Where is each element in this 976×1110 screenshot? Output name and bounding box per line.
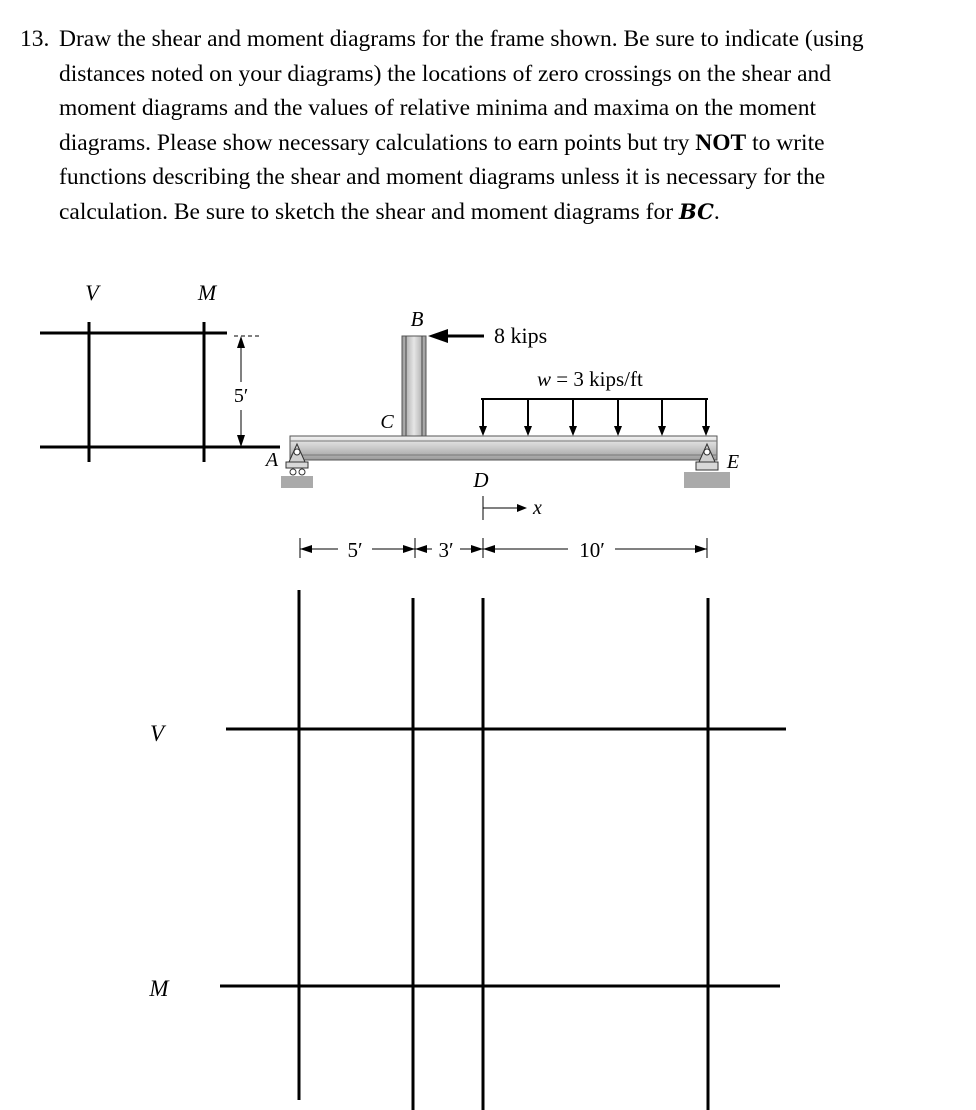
dim-cd-label: 3′ <box>438 538 454 562</box>
dim-height-label: 5′ <box>233 385 249 407</box>
distributed-load-label: w = 3 kips/ft <box>537 367 643 391</box>
point-b-label: B <box>410 307 424 331</box>
dim-de-label: 10′ <box>579 538 605 562</box>
large-axes <box>148 590 786 1110</box>
horizontal-dimensions <box>300 538 707 562</box>
small-v-label: V <box>85 280 99 305</box>
problem-line-6-period: . <box>713 198 720 225</box>
distributed-load-text: = 3 kips/ft <box>551 367 643 391</box>
distributed-load <box>479 367 710 436</box>
point-d <box>472 468 542 520</box>
problem-line-6-text: calculation. Be sure to sketch the shear and moment diagrams for <box>59 198 674 225</box>
dim-ac-label: 5′ <box>347 538 363 562</box>
point-d-label: D <box>473 468 489 492</box>
large-m-label: M <box>149 976 169 1001</box>
point-load <box>428 323 547 348</box>
problem-line-4-tail: to write <box>752 129 825 156</box>
small-axes <box>40 280 280 462</box>
problem-line-2: distances noted on your diagrams) the locations of zero crossings on the shear and <box>59 60 832 87</box>
problem-line-3: moment diagrams and the values of relative minima and maxima on the moment <box>59 95 817 121</box>
problem-line-1: Draw the shear and moment diagrams for the frame shown. Be sure to indicate (using <box>59 26 864 52</box>
height-dimension <box>234 336 262 447</box>
x-axis-label: x <box>533 497 542 519</box>
point-a-label: A <box>265 449 279 471</box>
emphasis-not: NOT <box>695 129 747 156</box>
point-c-label: C <box>380 411 394 433</box>
large-v-label: V <box>149 721 165 746</box>
emphasis-bc: BC <box>678 198 714 224</box>
problem-number: 13. <box>20 26 50 52</box>
small-m-label: M <box>197 280 217 305</box>
problem-line-5: functions describing the shear and moment diagrams unless it is necessary for the <box>59 164 826 190</box>
point-e-label: E <box>726 451 740 473</box>
beam-ae <box>290 436 717 460</box>
problem-line-4-text: diagrams. Please show necessary calculations to earn points but try <box>59 129 690 156</box>
point-load-label: 8 kips <box>494 323 548 348</box>
